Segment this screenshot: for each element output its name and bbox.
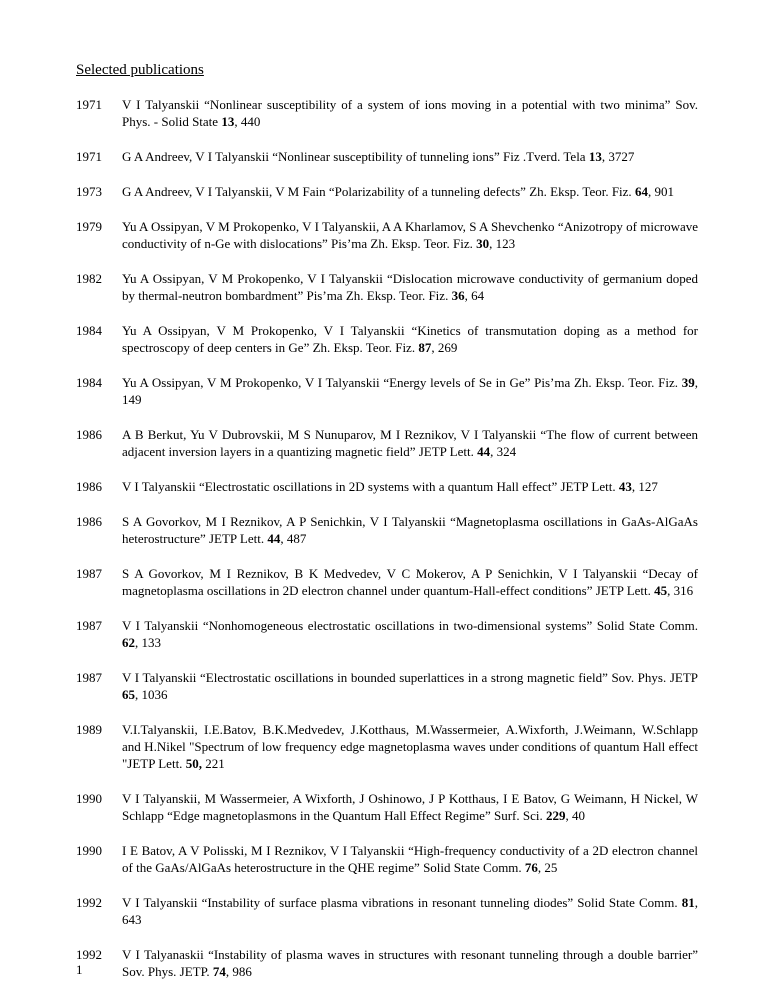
citation-text: V I Talyanskii “Nonlinear susceptibility of a system of ions moving in a potential with two minima” Sov. Phys. - Solid State <box>122 97 698 129</box>
publication-citation <box>122 374 698 408</box>
citation-volume: 87 <box>418 340 432 355</box>
citation-volume: 74 <box>212 964 226 979</box>
citation-volume: 13 <box>588 149 602 164</box>
citation-text: Yu A Ossipyan, V M Prokopenko, V I Talyanskii “Energy levels of Se in Ge” Pis’ma Zh. Eksp. Teor. Fiz. <box>122 375 682 390</box>
citation-volume: 62 <box>122 635 135 650</box>
citation-text: V.I.Talyanskii, I.E.Batov, B.K.Medvedev, J.Kotthaus, M.Wassermeier, A.Wixforth, J.Weimann, W.Schlapp and H.Nikel "Spectrum of low frequency edge magnetoplasma waves under conditions of quantum Hall effect "JETP Lett. <box>122 722 698 771</box>
publication-year: 1984 <box>76 323 102 338</box>
citation-pages: , 25 <box>537 860 558 875</box>
citation-text: V I Talyanskii, M Wassermeier, A Wixforth, J Oshinowo, J P Kotthaus, I E Batov, G Weimann, H Nickel, W Schlapp “Edge magnetoplasmons in the Quantum Hall Effect Regime” Surf. Sci. <box>122 791 698 823</box>
publication-entry <box>76 842 698 876</box>
citation-pages: , 64 <box>464 288 485 303</box>
citation-text: I E Batov, A V Polisski, M I Reznikov, V I Talyanskii “High-frequency conductivity of a 2D electron channel of the GaAs/AlGaAs heterostructure in the QHE regime” Solid State Comm. <box>122 843 698 875</box>
publication-year: 1992 <box>76 895 102 910</box>
publication-entry <box>76 946 698 980</box>
publication-entry <box>76 374 698 408</box>
citation-text: V I Talyanskii “Electrostatic oscillations in bounded superlattices in a strong magnetic field” Sov. Phys. JETP <box>122 670 698 685</box>
citation-text: V I Talyanskii “Nonhomogeneous electrostatic oscillations in two-dimensional systems” Solid State Comm. <box>122 618 698 633</box>
citation-pages: , 133 <box>135 635 161 650</box>
publication-citation <box>122 946 698 980</box>
citation-volume: 81 <box>681 895 695 910</box>
publication-year: 1987 <box>76 618 102 633</box>
citation-volume: 36 <box>451 288 465 303</box>
citation-volume: 64 <box>634 184 648 199</box>
publication-year: 1990 <box>76 843 102 858</box>
page-number: 1 <box>76 962 83 977</box>
publication-citation <box>122 617 698 651</box>
publication-year: 1990 <box>76 791 102 806</box>
citation-volume: 50, <box>185 756 202 771</box>
citation-volume: 44 <box>477 444 491 459</box>
citation-pages: , 149 <box>122 375 698 407</box>
publication-year: 1973 <box>76 184 102 199</box>
citation-text: V I Talyanaskii “Instability of plasma waves in structures with resonant tunneling through a double barrier” Sov. Phys. JETP. <box>122 947 698 979</box>
citation-text: Yu A Ossipyan, V M Prokopenko, V I Talyanskii, A A Kharlamov, S A Shevchenko “Anizotropy of microwave conductivity of n-Ge with dislocations” Pis’ma Zh. Eksp. Teor. Fiz. <box>122 219 698 251</box>
publication-citation <box>122 842 698 876</box>
publication-entry <box>76 565 698 599</box>
publication-year: 1979 <box>76 219 102 234</box>
publication-year: 1986 <box>76 514 102 529</box>
publication-citation <box>122 721 698 772</box>
citation-pages: , 269 <box>431 340 458 355</box>
publication-entry <box>76 513 698 547</box>
citation-volume: 44 <box>267 531 281 546</box>
citation-volume: 229 <box>545 808 566 823</box>
publication-entry <box>76 270 698 304</box>
citation-pages: , 1036 <box>135 687 168 702</box>
citation-pages: , 643 <box>122 895 698 927</box>
publication-year: 1971 <box>76 97 102 112</box>
citation-text: G A Andreev, V I Talyanskii “Nonlinear susceptibility of tunneling ions” Fiz .Tverd. Tela <box>122 149 589 164</box>
citation-text: Yu A Ossipyan, V M Prokopenko, V I Talyanskii “Dislocation microwave conductivity of germanium doped by thermal-neutron bombardment” Pis’ma Zh. Eksp. Teor. Fiz. <box>122 271 698 303</box>
citation-pages: 221 <box>201 756 225 771</box>
citation-pages: , 316 <box>667 583 694 598</box>
citation-pages: , 440 <box>234 114 261 129</box>
publication-year: 1982 <box>76 271 102 286</box>
publication-citation <box>122 426 698 460</box>
citation-text: Yu A Ossipyan, V M Prokopenko, V I Talyanskii “Kinetics of transmutation doping as a method for spectroscopy of deep centers in Ge” Zh. Eksp. Teor. Fiz. <box>122 323 698 355</box>
citation-volume: 45 <box>654 583 668 598</box>
citation-pages: , 487 <box>280 531 307 546</box>
citation-pages: , 3727 <box>601 149 635 164</box>
citation-text: G A Andreev, V I Talyanskii, V M Fain “Polarizability of a tunneling defects” Zh. Eksp. Teor. Fiz. <box>122 184 635 199</box>
citation-pages: , 324 <box>490 444 517 459</box>
citation-volume: 30 <box>476 236 490 251</box>
citation-text: V I Talyanskii “Instability of surface plasma vibrations in resonant tunneling diodes” Solid State Comm. <box>122 895 682 910</box>
publication-citation <box>122 270 698 304</box>
publication-entry <box>76 478 698 495</box>
publication-citation <box>122 894 698 928</box>
publication-entry <box>76 218 698 252</box>
citation-volume: 65 <box>122 687 135 702</box>
publication-citation <box>122 669 698 703</box>
citation-volume: 39 <box>681 375 695 390</box>
citation-volume: 13 <box>221 114 235 129</box>
citation-volume: 43 <box>618 479 632 494</box>
publication-year: 1984 <box>76 375 102 390</box>
publication-citation <box>122 565 698 599</box>
publication-year: 1971 <box>76 149 102 164</box>
publication-year: 1987 <box>76 670 102 685</box>
citation-pages: , 127 <box>631 479 658 494</box>
citation-text: A B Berkut, Yu V Dubrovskii, M S Nunuparov, M I Reznikov, V I Talyanskii “The flow of current between adjacent inversion layers in a quantizing magnetic field” JETP Lett. <box>122 427 698 459</box>
publication-year: 1986 <box>76 479 102 494</box>
publication-citation <box>122 322 698 356</box>
publication-entry <box>76 96 698 130</box>
publication-year: 1986 <box>76 427 102 442</box>
publication-entry <box>76 426 698 460</box>
citation-text: S A Govorkov, M I Reznikov, B K Medvedev, V C Mokerov, A P Senichkin, V I Talyanskii “Decay of magnetoplasma oscillations in 2D electron channel under quantum-Hall-effect conditions” JETP Lett. <box>122 566 698 598</box>
publication-entry <box>76 721 698 772</box>
publication-citation <box>122 218 698 252</box>
publication-entry <box>76 617 698 651</box>
publication-citation <box>122 513 698 547</box>
publication-entry <box>76 148 698 165</box>
publication-year: 1989 <box>76 722 102 737</box>
publication-citation <box>122 790 698 824</box>
citation-text: S A Govorkov, M I Reznikov, A P Senichkin, V I Talyanskii “Magnetoplasma oscillations in GaAs-AlGaAs heterostructure” JETP Lett. <box>122 514 698 546</box>
publication-citation <box>122 96 698 130</box>
citation-pages: , 40 <box>565 808 585 823</box>
citation-pages: , 986 <box>225 964 252 979</box>
publication-year: 1992 <box>76 947 102 962</box>
citation-text: V I Talyanskii “Electrostatic oscillations in 2D systems with a quantum Hall effect” JETP Lett. <box>122 479 619 494</box>
publication-entry <box>76 669 698 703</box>
publication-entry <box>76 183 698 200</box>
publication-entry <box>76 790 698 824</box>
publication-citation <box>122 183 698 200</box>
citation-pages: , 123 <box>489 236 516 251</box>
publication-year: 1987 <box>76 566 102 581</box>
page-heading: Selected publications <box>76 62 204 78</box>
citation-volume: 76 <box>524 860 538 875</box>
publication-entry <box>76 322 698 356</box>
publication-citation <box>122 478 698 495</box>
publication-list <box>76 96 698 980</box>
publication-citation <box>122 148 698 165</box>
publication-entry <box>76 894 698 928</box>
citation-pages: , 901 <box>647 184 674 199</box>
